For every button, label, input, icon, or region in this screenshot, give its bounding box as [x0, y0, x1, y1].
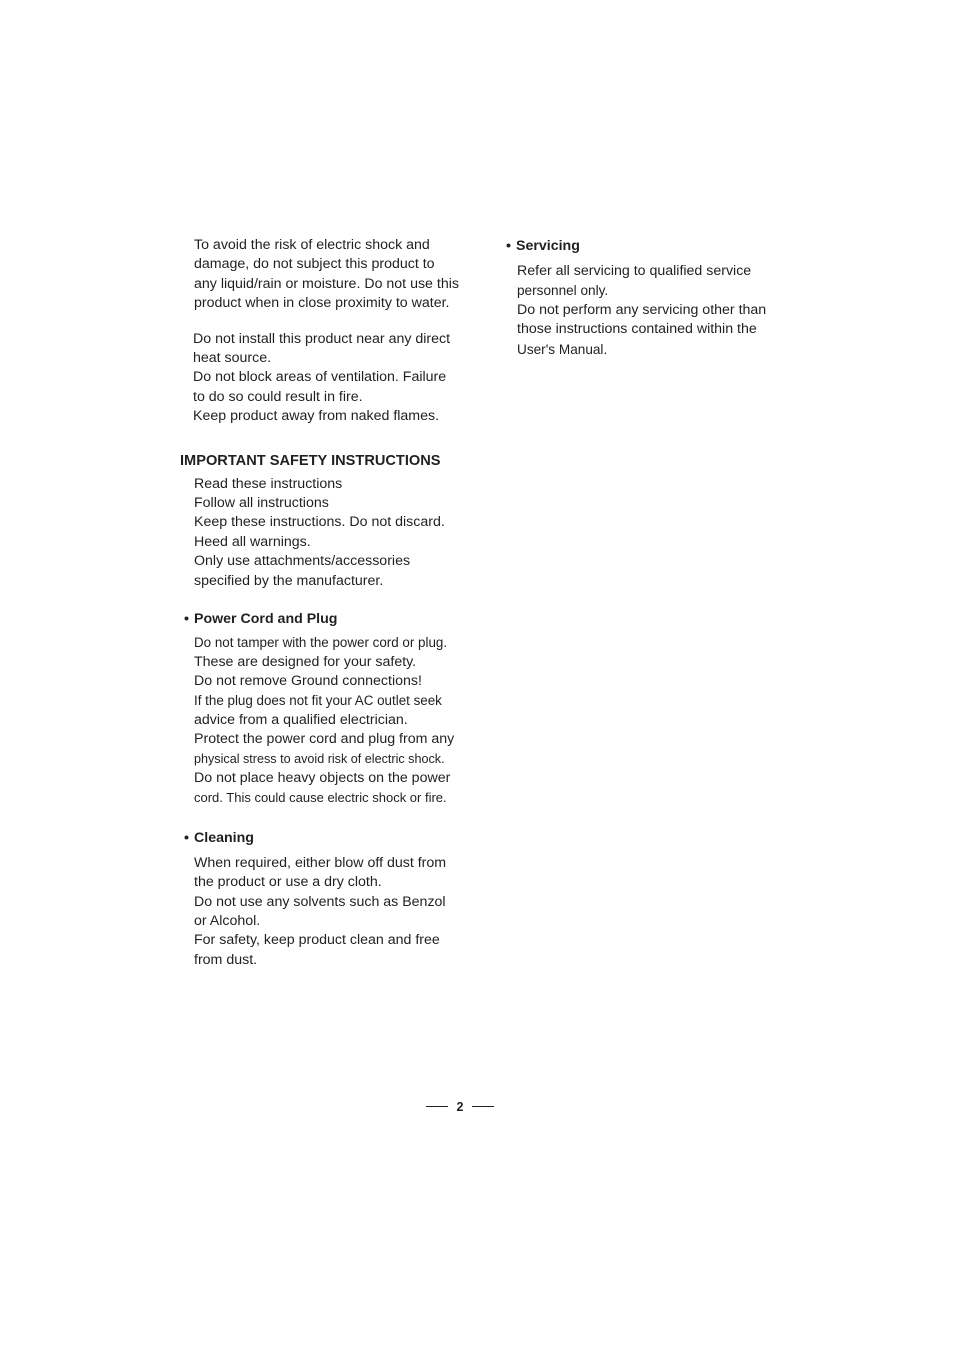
text-line: Keep these instructions. Do not discard.	[194, 514, 445, 531]
text-line: Do not tamper with the power cord or plug.	[194, 635, 448, 651]
text-line: specified by the manufacturer.	[194, 572, 384, 589]
text-line: Do not perform any servicing other than	[517, 301, 767, 318]
safety-instructions-heading: IMPORTANT SAFETY INSTRUCTIONS	[180, 452, 441, 469]
text-line: Follow all instructions	[194, 495, 329, 512]
moisture-warning	[180, 236, 470, 314]
text-line: product when in close proximity to water.	[194, 295, 450, 312]
footer-rule-right	[472, 1106, 494, 1107]
text-line: Do not install this product near any direct	[193, 330, 451, 347]
cleaning-heading	[180, 828, 470, 848]
text-line: physical stress to avoid risk of electric shock.	[194, 751, 445, 766]
text-line: the product or use a dry cloth.	[194, 874, 382, 891]
text-line: or Alcohol.	[194, 912, 261, 929]
cleaning-section	[180, 854, 470, 970]
text-line: These are designed for your safety.	[194, 653, 417, 670]
safety-instructions-list	[180, 475, 470, 591]
servicing-heading	[506, 236, 796, 256]
text-line: For safety, keep product clean and free	[194, 932, 440, 949]
right-column	[506, 236, 796, 359]
heading-label: Cleaning	[194, 829, 254, 846]
text-line: those instructions contained within the	[517, 321, 757, 338]
bullet-icon: •	[184, 611, 189, 628]
text-line: Read these instructions	[194, 475, 343, 492]
text-line: any liquid/rain or moisture. Do not use this	[194, 275, 459, 292]
heat-ventilation-warning	[180, 330, 470, 427]
text-line: Heed all warnings.	[194, 533, 311, 550]
text-line: Do not block areas of ventilation. Failure	[193, 369, 447, 386]
text-line: If the plug does not fit your AC outlet seek	[194, 693, 442, 709]
text-line: advice from a qualified electrician.	[194, 711, 408, 728]
text-line: Protect the power cord and plug from any	[194, 731, 455, 748]
text-line: When required, either blow off dust from	[194, 854, 447, 871]
power-cord-section	[180, 633, 470, 808]
text-line: Do not remove Ground connections!	[194, 672, 422, 689]
page-footer	[426, 1097, 494, 1117]
bullet-icon: •	[184, 829, 189, 846]
servicing-section	[506, 262, 796, 359]
text-line: to do so could result in fire.	[193, 388, 363, 405]
text-line: from dust.	[194, 951, 258, 968]
text-line: Refer all servicing to qualified service	[517, 263, 752, 279]
bullet-icon: •	[506, 238, 511, 254]
text-line: heat source.	[193, 350, 272, 367]
text-line: Do not use any solvents such as Benzol	[194, 893, 446, 910]
text-line: damage, do not subject this product to	[194, 256, 435, 273]
text-line: Only use attachments/accessories	[194, 553, 411, 570]
text-line: User's Manual.	[517, 341, 608, 357]
text-line: cord. This could cause electric shock or fire.	[194, 790, 447, 806]
text-line: To avoid the risk of electric shock and	[194, 237, 430, 253]
heading-label: Power Cord and Plug	[194, 611, 338, 628]
text-line: Do not place heavy objects on the power	[194, 769, 451, 786]
heading-label: Servicing	[516, 238, 580, 254]
left-column	[180, 236, 470, 970]
text-line: personnel only.	[517, 283, 609, 299]
page-number: 2	[456, 1100, 464, 1114]
text-line: Keep product away from naked flames.	[193, 408, 440, 425]
power-cord-heading	[180, 609, 470, 629]
